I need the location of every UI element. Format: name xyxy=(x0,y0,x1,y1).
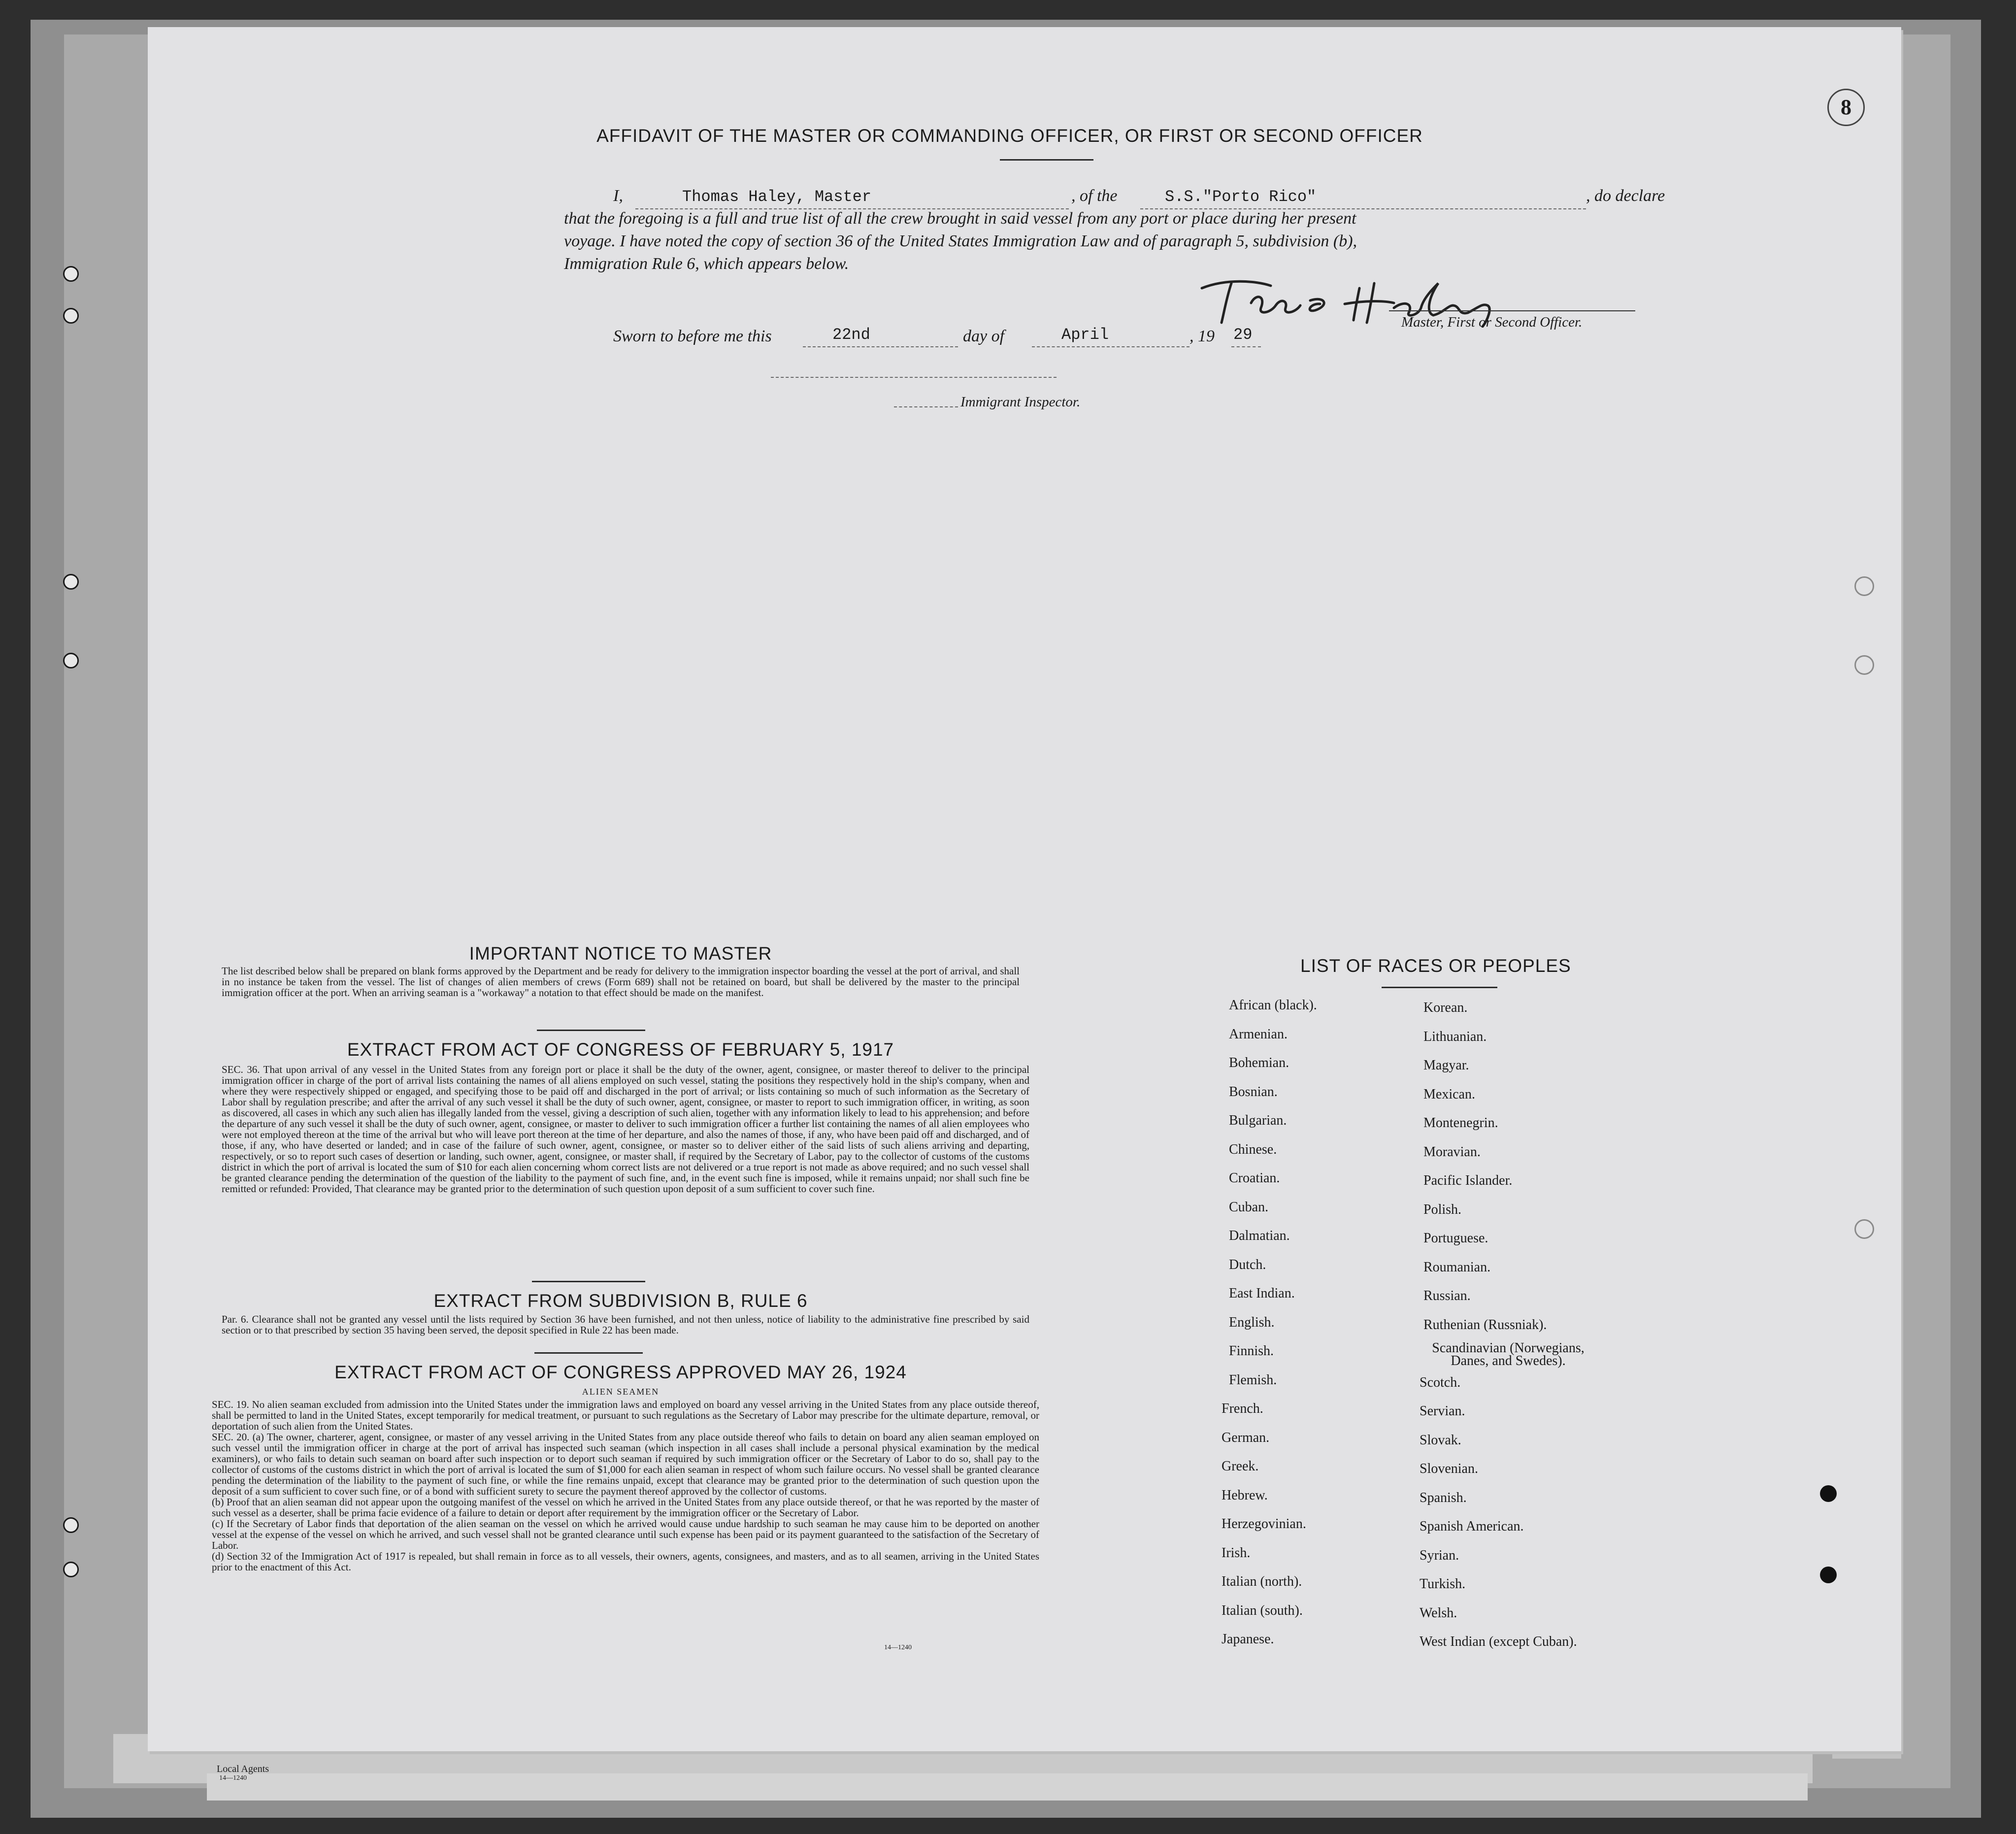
races-title: LIST OF RACES OR PEOPLES xyxy=(1300,956,1571,976)
extract-1924-para: (b) Proof that an alien seaman did not appear upon the outgoing manifest of the vessel on which he arrived in the United States from any place outside thereof, or that he was reported by the master of such vessel as a deserter, shall be prima facie evidence of a failure to detain or deport after requirement by the immigration officer or the Secretary of Labor. xyxy=(212,1496,1039,1519)
race-item: Polish. xyxy=(1423,1201,1462,1217)
notice-rule xyxy=(537,1030,645,1031)
race-item: Finnish. xyxy=(1229,1343,1274,1359)
under-sheet-number: 14—1240 xyxy=(219,1774,247,1782)
binder-hole xyxy=(63,653,79,668)
race-item: Russian. xyxy=(1423,1288,1471,1303)
race-item: Herzegovinian. xyxy=(1222,1516,1306,1532)
race-item: Korean. xyxy=(1423,1000,1468,1015)
under-sheet-stub: Local Agents xyxy=(217,1764,269,1774)
race-item: Portuguese. xyxy=(1423,1231,1488,1246)
race-item: Bulgarian. xyxy=(1229,1113,1287,1128)
punched-hole xyxy=(1820,1567,1837,1583)
race-item: Spanish American. xyxy=(1420,1519,1524,1534)
vessel-field xyxy=(1140,190,1586,209)
extract-rule6-text: Par. 6. Clearance shall not be granted any vessel until the lists required by Section 36 have been furnished, and not then unless, notice of liability to the administrative fine prescribed by said section or to that prescribed by section 35 having been served, the deposit specified in Rule 22 has been made. xyxy=(222,1313,1029,1336)
race-item: Scotch. xyxy=(1420,1374,1461,1390)
race-item: Montenegrin. xyxy=(1423,1115,1498,1131)
binder-hole xyxy=(63,1562,79,1577)
race-item: Italian (north). xyxy=(1222,1574,1302,1589)
extract-1924-para: SEC. 19. No alien seaman excluded from admission into the United States under the immigration laws and employed on board any vessel arriving in the United States from any place outside thereof, shall be permitted to land in the United States, except temporarily for medical treatment, or pursuant to such regulations as the Secretary of Labor may prescribe for the ultimate departure, removal, or deportation of such alien from the United States. xyxy=(212,1399,1039,1432)
pronoun-text: I, xyxy=(613,187,623,205)
day-of-text: day of xyxy=(963,327,1005,345)
extract-1917-title: EXTRACT FROM ACT OF CONGRESS OF FEBRUARY 5, 1917 xyxy=(347,1039,894,1060)
race-item: East Indian. xyxy=(1229,1286,1295,1301)
notice-text: The list described below shall be prepared on blank forms approved by the Department and be ready for delivery to the immigration inspector boarding the vessel at the port of arrival, and shall in no instance be taken from the vessel. The list of changes of alien members of crews (Form 689) shall not be retained on board, but shall be delivered by the master to the principal immigration officer at the port. When an arriving seaman is a "workaway" a notation to that effect should be made on the manifest. xyxy=(222,965,1020,999)
race-item: African (black). xyxy=(1229,998,1317,1013)
race-item: Slovenian. xyxy=(1420,1461,1478,1476)
signature-line xyxy=(1389,310,1635,311)
vessel-value: S.S."Porto Rico" xyxy=(1165,188,1317,206)
race-item: Dalmatian. xyxy=(1229,1228,1290,1243)
race-item: English. xyxy=(1229,1314,1275,1330)
binder-hole xyxy=(1854,576,1874,596)
race-item: Ruthenian (Russniak). xyxy=(1423,1317,1547,1333)
race-item: Mexican. xyxy=(1423,1086,1475,1102)
race-item: Greek. xyxy=(1222,1459,1259,1474)
binder-hole xyxy=(63,1517,79,1533)
extract-rule6-title: EXTRACT FROM SUBDIVISION B, RULE 6 xyxy=(433,1291,808,1311)
race-item: Welsh. xyxy=(1420,1605,1457,1621)
extract-1924-para: SEC. 20. (a) The owner, charterer, agent, consignee, or master of any vessel arriving in the United States from any place outside thereof who fails to detain on board any alien seaman employed on such vessel until the immigration officer in charge at the port of arrival has inspected such seaman (which inspection in all cases shall include a personal physical examination by the medical examiners), or who fails to detain such seaman on board after such inspection or to deport such seaman if required by such immigration officer or the Secretary of Labor to do so, shall pay to the collector of customs of the customs district in which the port of arrival is located the sum of $1,000 for each alien seaman in respect of whom such failure occurs. No vessel shall be granted clearance pending the determination of the liability to the payment of such fine, or while the fine remains unpaid, except that clearance may be granted prior to the determination of such question upon the deposit of a sum sufficient to cover such fine, or of a bond with sufficient surety to secure the payment thereof approved by the collector of customs. xyxy=(212,1431,1039,1497)
extract-rule6-rule xyxy=(534,1352,643,1354)
backing-sheet-bottom-2 xyxy=(207,1773,1808,1801)
binder-hole xyxy=(63,266,79,282)
declaration-line-4: Immigration Rule 6, which appears below. xyxy=(564,255,849,273)
master-name-field xyxy=(635,190,1069,209)
binder-hole xyxy=(63,308,79,324)
race-item: Pacific Islander. xyxy=(1423,1173,1513,1188)
race-item: Roumanian. xyxy=(1423,1259,1491,1275)
race-item: Bosnian. xyxy=(1229,1084,1278,1100)
race-item: German. xyxy=(1222,1430,1270,1445)
declaration-line-2: that the foregoing is a full and true list of all the crew brought in said vessel from any port or place during her present xyxy=(564,209,1356,228)
form-number: 14—1240 xyxy=(884,1644,912,1651)
binder-hole xyxy=(63,574,79,590)
race-item: Slovak. xyxy=(1420,1432,1461,1448)
affidavit-title: AFFIDAVIT OF THE MASTER OR COMMANDING OFFICER, OR FIRST OR SECOND OFFICER xyxy=(596,126,1423,146)
notice-title: IMPORTANT NOTICE TO MASTER xyxy=(469,943,772,964)
binder-hole xyxy=(1854,1219,1874,1239)
sworn-day-value: 22nd xyxy=(832,326,870,344)
race-item: Servian. xyxy=(1420,1403,1465,1419)
race-item: West Indian (except Cuban). xyxy=(1420,1634,1577,1649)
race-item: Croatian. xyxy=(1229,1170,1280,1186)
race-item: Italian (south). xyxy=(1222,1602,1303,1618)
race-item: Cuban. xyxy=(1229,1199,1269,1215)
year-value: 29 xyxy=(1233,326,1253,344)
races-rule xyxy=(1382,987,1497,988)
do-declare-text: , do declare xyxy=(1586,187,1665,205)
race-item: Dutch. xyxy=(1229,1257,1266,1272)
extract-1924-title: EXTRACT FROM ACT OF CONGRESS APPROVED MAY 26, 1924 xyxy=(334,1362,907,1382)
race-item: Hebrew. xyxy=(1222,1487,1268,1503)
signature-caption: Master, First or Second Officer. xyxy=(1401,314,1583,330)
extract-1924-para: (d) Section 32 of the Immigration Act of 1917 is repealed, but shall remain in force as to all vessels, their owners, agents, consignees, and masters, and as to all seamen, arriving in the United States prior to the enactment of this Act. xyxy=(212,1550,1039,1573)
inspector-signature-line xyxy=(771,376,1057,378)
race-item: Flemish. xyxy=(1229,1372,1277,1388)
extract-1924-para: (c) If the Secretary of Labor finds that deportation of the alien seaman on the vessel on which he arrived would cause undue hardship to such seaman he may cause him to be deported on another vessel at the expense of the vessel on which he arrived, and such vessel shall not be granted clearance until such expense has been paid or its payment guaranteed to the satisfaction of the Secretary of Labor. xyxy=(212,1518,1039,1551)
year-field xyxy=(1231,326,1261,347)
race-item: Scandinavian (Norwegians, Danes, and Swedes). xyxy=(1432,1340,1585,1368)
title-rule xyxy=(1000,159,1093,161)
sworn-prefix: Sworn to before me this xyxy=(613,327,772,345)
race-item: Magyar. xyxy=(1423,1058,1469,1073)
master-name-value: Thomas Haley, Master xyxy=(682,188,872,206)
race-item: Chinese. xyxy=(1229,1141,1277,1157)
sworn-month-value: April xyxy=(1061,326,1109,344)
race-item: Japanese. xyxy=(1222,1632,1274,1647)
race-item: Syrian. xyxy=(1420,1547,1459,1563)
inspector-caption: Immigrant Inspector. xyxy=(960,394,1081,410)
extract-1917-text: SEC. 36. That upon arrival of any vessel in the United States from any foreign port or place it shall be the duty of the owner, agent, consignee, or master thereof to deliver to the principal immigration officer in charge of the port of arrival lists containing the names of all aliens employed on such vessel, stating the positions they respectively hold in the ship's company, when and where they were respectively shipped or engaged, and specifying those to be paid off and discharged in the port of arrival; or lists containing so much of such information as the Secretary of Labor shall by regulation prescribe; and after the arrival of any such vessel it shall be the duty of such owner, agent, consignee, or master to report to such immigration officer, in writing, as soon as discovered, all cases in which any such alien has illegally landed from the vessel, giving a description of such alien, together with any information likely to lead to his apprehension; and before the departure of any such vessel it shall be the duty of such owner, agent, consignee, or master to deliver to such immigration officer a further list containing the names of all alien employees who were not employed thereon at the time of the arrival but who will leave port thereon at the time of her departure, and also the names of those, if any, who have been paid off and discharged, and of those, if any, who have deserted or landed; and in case of the failure of such owner, agent, consignee, or master so to deliver either of the said lists of such aliens arriving and departing, respectively, or so to report such cases of desertion or landing, such owner, agent, consignee, or master shall, if required by the Secretary of Labor, pay to the collector of customs of the customs district in which the port of arrival is located the sum of $10 for each alien concerning whom correct lists are not delivered or a true report is not made as above required; and no such vessel shall be granted clearance pending the determination of the question of the liability to the payment of such fine, and, in the event such fine is imposed, while it remains unpaid; nor shall such fine be remitted or refunded: Provided, That clearance may be granted prior to the determination of such question upon deposit of a sum sufficient to cover such fine. xyxy=(222,1064,1029,1195)
race-item: Armenian. xyxy=(1229,1026,1288,1042)
declaration-line-3: voyage. I have noted the copy of section 36 of the United States Immigration Law and of paragraph 5, subdivision (b), xyxy=(564,232,1357,250)
extract-1924-subtitle: ALIEN SEAMEN xyxy=(582,1387,660,1397)
race-item: French. xyxy=(1222,1401,1263,1416)
sworn-day-field xyxy=(803,326,958,347)
affidavit-page xyxy=(148,27,1901,1751)
race-item: Irish. xyxy=(1222,1545,1251,1561)
inspector-caption-line xyxy=(894,405,958,407)
race-item: Spanish. xyxy=(1420,1490,1467,1505)
binder-hole xyxy=(1854,655,1874,675)
extract-1924-body xyxy=(212,1399,1039,1572)
race-item: Lithuanian. xyxy=(1423,1029,1487,1044)
extract-1917-rule xyxy=(532,1281,645,1282)
race-item: Bohemian. xyxy=(1229,1055,1289,1070)
punched-hole xyxy=(1820,1485,1837,1502)
year-prefix: , 19 xyxy=(1190,327,1215,345)
of-the-text: , of the xyxy=(1071,187,1118,205)
sworn-month-field xyxy=(1032,326,1190,347)
race-item: Moravian. xyxy=(1423,1144,1481,1160)
page-number-stamp: 8 xyxy=(1827,89,1865,126)
race-item: Turkish. xyxy=(1420,1576,1466,1592)
